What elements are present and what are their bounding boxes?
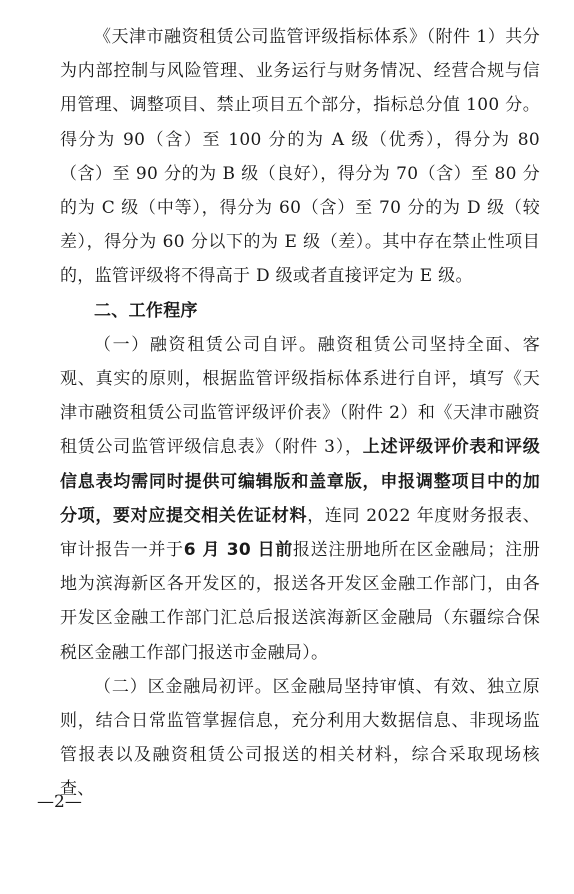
self-evaluation-bold-requirement: 上述评级评价表和评级信息表均需同时提供可编辑版和盖章版，申报调整项目中的加分项，要对应提交相关佐证材料: [60, 437, 541, 526]
rating-grades-paragraph: 《天津市融资租赁公司监管评级指标体系》（附件 1）共分为内部控制与风险管理、业务运行与财务情况、经营合规与信用管理、调整项目、禁止项目五个部分，指标总分值 100 分。得分为 90（含）至 100 分的为 A 级（优秀），得分为 80（含）至 90 分的为 B 级（良好），得分为 70（含）至 80 分的为 C 级（中等），得分为 60（含）至 70 分的为 D 级（较差），得分为 60 分以下的为 E 级（差）。其中存在禁止性项目的，监管评级将不得高于 D 级或者直接评定为 E 级。: [60, 27, 540, 287]
page-number: —2—: [37, 792, 82, 812]
preliminary-evaluation-paragraph: （二）区金融局初评。区金融局坚持审慎、有效、独立原则，结合日常监管掌握信息，充分利用大数据信息、非现场监管报表以及融资租赁公司报送的相关材料，综合采取现场核查、: [60, 676, 540, 800]
self-evaluation-text-3: 报送注册地所在区金融局；注册地为滨海新区各开发区的，报送各开发区金融工作部门，由各开发区金融工作部门汇总后报送滨海新区金融局（东疆综合保税区金融工作部门报送市金融局）。: [60, 540, 540, 663]
self-evaluation-text-2: ，连同 2022 年度财务报表、审计报告一并于: [60, 505, 540, 561]
self-evaluation-text-1: （一）融资租赁公司自评。融资租赁公司坚持全面、客观、真实的原则，根据监管评级指标体系进行自评，填写《天津市融资租赁公司监管评级评价表》（附件 2）和《天津市融资租赁公司监管评级信息表》（附件 3），: [60, 334, 540, 458]
section-heading-work-procedure: 二、工作程序: [94, 300, 198, 321]
deadline-bold: 6 月 30 日前: [183, 540, 293, 561]
document-body: [60, 20, 540, 807]
self-evaluation-paragraph: [60, 328, 540, 670]
